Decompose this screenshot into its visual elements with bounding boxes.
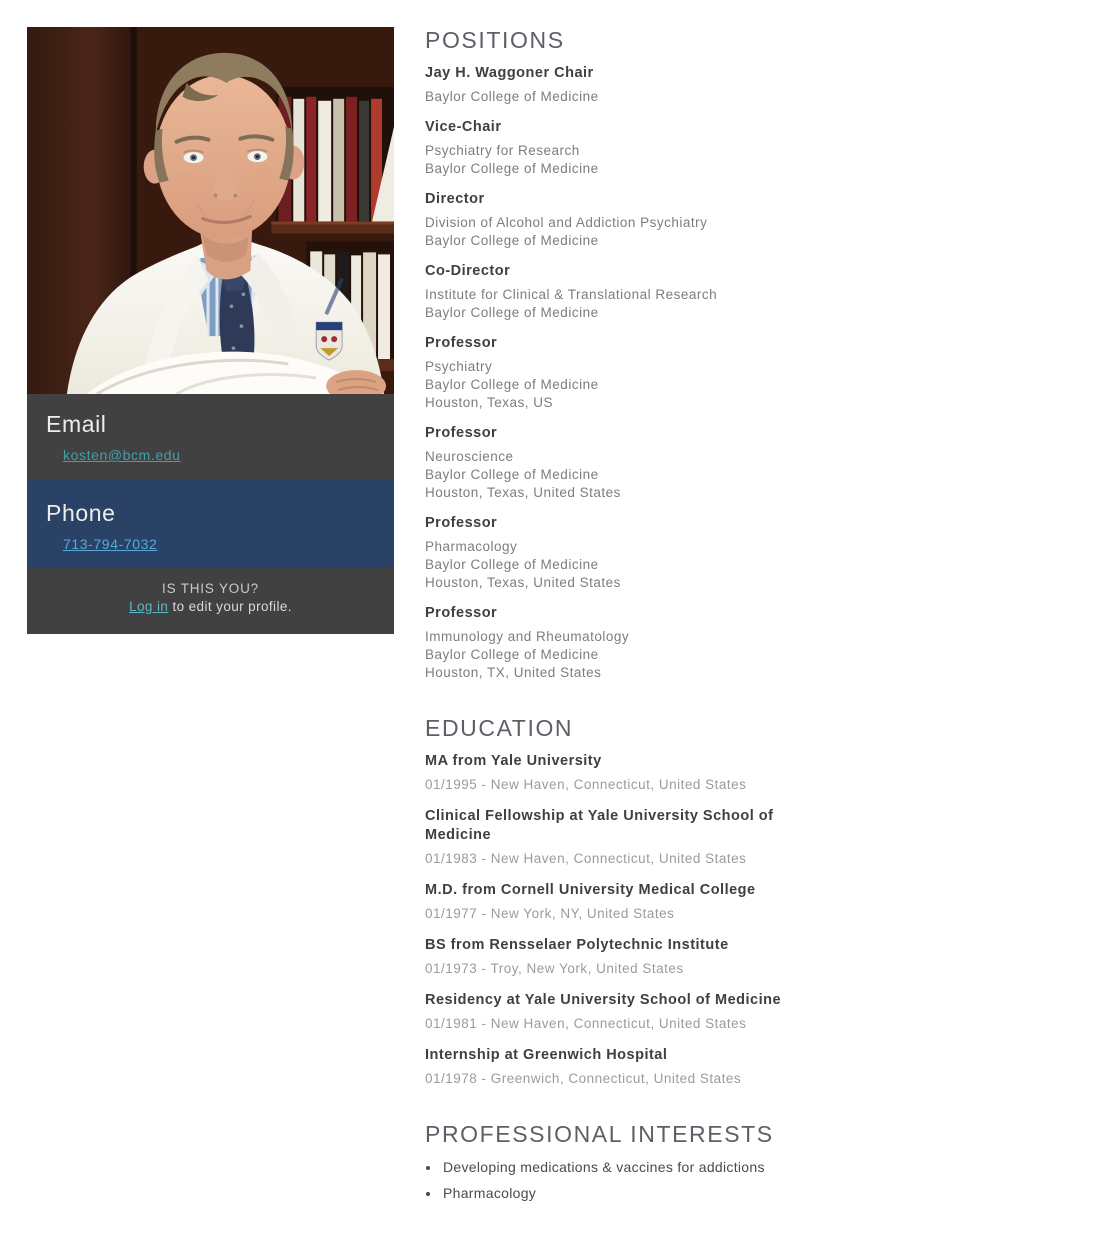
edit-profile-text (27, 599, 394, 614)
position-detail-line: Houston, TX, United States (425, 665, 602, 680)
position-entry (425, 190, 797, 250)
education-detail: 01/1977 - New York, NY, United States (425, 906, 675, 921)
position-entry (425, 262, 797, 322)
position-entry (425, 604, 797, 682)
phone-label: Phone (46, 500, 116, 526)
edit-profile-suffix: to edit your profile. (172, 599, 292, 614)
interests-heading: PROFESSIONAL INTERESTS (425, 1121, 774, 1147)
interest-item: • Developing medications & vaccines for addictions (441, 1159, 797, 1175)
education-detail: 01/1978 - Greenwich, Connecticut, United States (425, 1071, 742, 1086)
education-title: M.D. from Cornell University Medical College (425, 882, 756, 898)
position-title: Jay H. Waggoner Chair (425, 65, 594, 81)
education-entry (425, 752, 797, 794)
interest-item: • Pharmacology (441, 1185, 797, 1201)
position-detail-line: Baylor College of Medicine (425, 557, 599, 572)
position-title: Professor (425, 425, 498, 441)
position-detail-line: Baylor College of Medicine (425, 467, 599, 482)
position-detail-line: Pharmacology (425, 539, 518, 554)
interests-section (425, 1121, 797, 1201)
email-label: Email (46, 411, 107, 437)
education-title: Clinical Fellowship at Yale University School of Medicine (425, 808, 774, 843)
email-section (27, 394, 394, 480)
position-detail-line: Psychiatry for Research (425, 143, 580, 158)
email-link[interactable]: kosten@bcm.edu (63, 447, 181, 463)
position-title: Director (425, 191, 485, 207)
position-detail-line: Neuroscience (425, 449, 514, 464)
profile-photo (27, 27, 394, 394)
position-entry (425, 64, 797, 106)
claim-section (27, 568, 394, 634)
position-detail-line: Houston, Texas, US (425, 395, 554, 410)
education-list (425, 752, 797, 1088)
education-detail: 01/1973 - Troy, New York, United States (425, 961, 684, 976)
education-detail: 01/1981 - New Haven, Connecticut, United States (425, 1016, 747, 1031)
position-entry (425, 334, 797, 412)
position-detail-line: Immunology and Rheumatology (425, 629, 630, 644)
education-section (425, 715, 797, 1088)
position-entry (425, 118, 797, 178)
education-entry (425, 807, 797, 868)
positions-section (425, 27, 797, 682)
phone-section (27, 480, 394, 568)
education-title: Residency at Yale University School of Medicine (425, 992, 782, 1008)
phone-link[interactable]: 713-794-7032 (63, 536, 158, 552)
position-detail-line: Baylor College of Medicine (425, 89, 599, 104)
education-title: BS from Rensselaer Polytechnic Institute (425, 937, 729, 953)
education-entry (425, 1046, 797, 1088)
position-detail-line: Houston, Texas, United States (425, 485, 621, 500)
position-title: Co-Director (425, 263, 511, 279)
position-title: Professor (425, 605, 498, 621)
positions-list (425, 64, 797, 682)
education-heading: EDUCATION (425, 715, 574, 741)
position-detail-line: Institute for Clinical & Translational Research (425, 287, 718, 302)
profile-details (425, 27, 797, 1211)
position-detail-line: Baylor College of Medicine (425, 305, 599, 320)
position-detail-line: Baylor College of Medicine (425, 233, 599, 248)
education-detail: 01/1983 - New Haven, Connecticut, United States (425, 851, 747, 866)
position-title: Professor (425, 515, 498, 531)
position-detail-line: Psychiatry (425, 359, 493, 374)
position-detail-line: Division of Alcohol and Addiction Psychiatry (425, 215, 708, 230)
position-title: Professor (425, 335, 498, 351)
education-title: MA from Yale University (425, 753, 602, 769)
education-title: Internship at Greenwich Hospital (425, 1047, 668, 1063)
position-detail-line: Baylor College of Medicine (425, 377, 599, 392)
education-entry (425, 936, 797, 978)
position-detail-line: Baylor College of Medicine (425, 647, 599, 662)
position-title: Vice-Chair (425, 119, 502, 135)
interests-list (441, 1159, 797, 1201)
position-detail-line: Houston, Texas, United States (425, 575, 621, 590)
profile-photo-illustration (27, 27, 394, 394)
education-entry (425, 991, 797, 1033)
position-detail-line: Baylor College of Medicine (425, 161, 599, 176)
education-detail: 01/1995 - New Haven, Connecticut, United States (425, 777, 747, 792)
positions-heading: POSITIONS (425, 27, 565, 53)
education-entry (425, 881, 797, 923)
login-link[interactable]: Log in (129, 599, 169, 614)
position-entry (425, 424, 797, 502)
position-entry (425, 514, 797, 592)
profile-sidebar (27, 27, 394, 634)
is-this-you-text: IS THIS YOU? (162, 581, 259, 596)
